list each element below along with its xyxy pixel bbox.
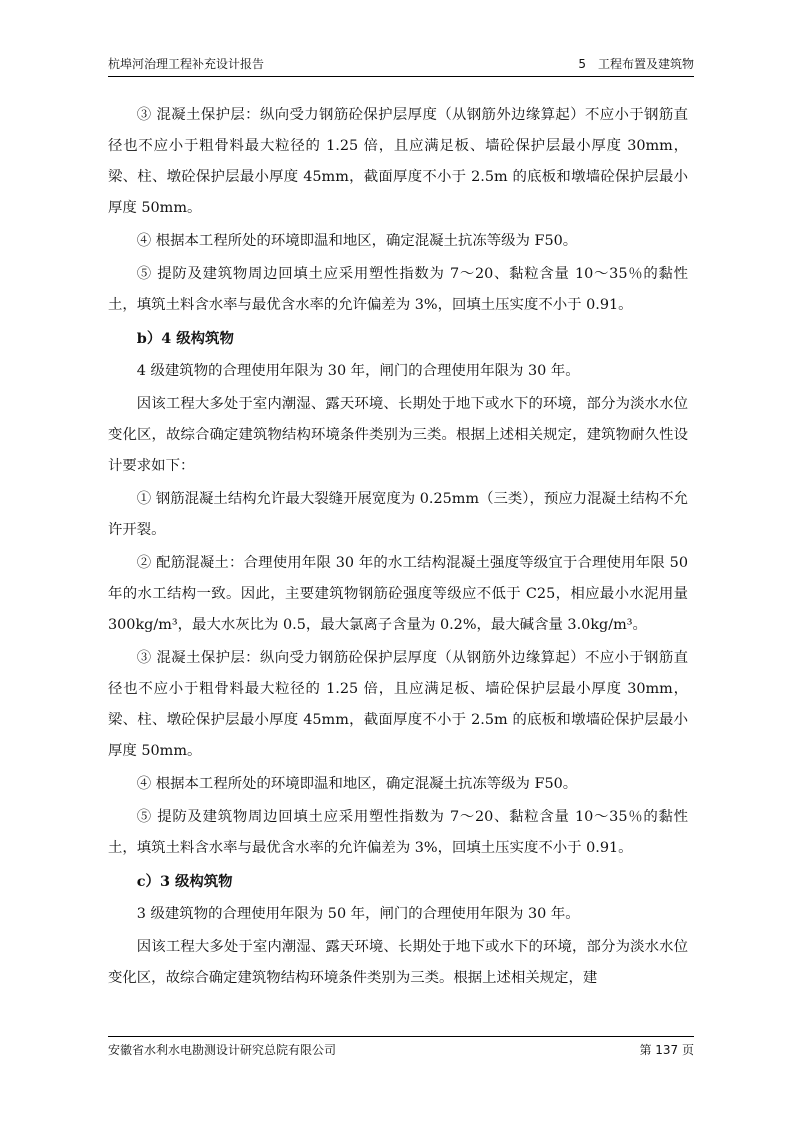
paragraph-environment-4: 因该工程大多处于室内潮湿、露天环境、长期处于地下或水下的环境，部分为淡水水位变化区，故综合确定建筑物结构环境条件类别为三类。根据上述相关规定，建筑物耐久性设计要求如下： (108, 396, 688, 474)
page-header (108, 56, 694, 77)
paragraph-crack-width: ① 钢筋混凝土结构允许最大裂缝开展宽度为 0.25mm（三类），预应力混凝土结构不允许开裂。 (108, 491, 688, 538)
paragraph-backfill-2: ⑤ 提防及建筑物周边回填土应采用塑性指数为 7～20、黏粒含量 10～35％的黏性土，填筑土料含水率与最优含水率的允许偏差为 3%，回填土压实度不小于 0.91。 (108, 809, 688, 856)
paragraph-concrete-cover-2: ③ 混凝土保护层：纵向受力钢筋砼保护层厚度（从钢筋外边缘算起）不应小于钢筋直径也不应小于粗骨料最大粒径的 1.25 倍，且应满足板、墙砼保护层最小厚度 30mm，梁、柱、墩砼保护层最小厚度 45mm，截面厚度不小于 2.5m 的底板和墩墙砼保护层最小厚度 50mm。 (108, 650, 688, 759)
page-body (108, 100, 688, 996)
paragraph-environment-3: 因该工程大多处于室内潮湿、露天环境、长期处于地下或水下的环境，部分为淡水水位变化区，故综合确定建筑物结构环境条件类别为三类。根据上述相关规定，建 (108, 939, 688, 986)
page-footer (108, 1036, 694, 1059)
paragraph-backfill: ⑤ 提防及建筑物周边回填土应采用塑性指数为 7～20、黏粒含量 10～35％的黏性土，填筑土料含水率与最优含水率的允许偏差为 3%，回填土压实度不小于 0.91。 (108, 266, 688, 313)
section-heading-b: b）4 级构筑物 (136, 330, 234, 347)
paragraph-frost-grade-2: ④ 根据本工程所处的环境即温和地区，确定混凝土抗冻等级为 F50。 (136, 776, 578, 792)
page-number: 第 137 页 (639, 1043, 694, 1057)
paragraph-concrete-cover: ③ 混凝土保护层：纵向受力钢筋砼保护层厚度（从钢筋外边缘算起）不应小于钢筋直径也不应小于粗骨料最大粒径的 1.25 倍，且应满足板、墙砼保护层最小厚度 30mm，梁、柱、墩砼保护层最小厚度 45mm，截面厚度不小于 2.5m 的底板和墩墙砼保护层最小厚度 50mm。 (108, 107, 688, 216)
paragraph-service-life-4: 4 级建筑物的合理使用年限为 30 年，闸门的合理使用年限为 30 年。 (136, 363, 580, 379)
chapter-title: 5 工程布置及建筑物 (578, 57, 694, 71)
company-name: 安徽省水利水电勘测设计研究总院有限公司 (108, 1043, 337, 1057)
paragraph-service-life-3: 3 级建筑物的合理使用年限为 50 年，闸门的合理使用年限为 30 年。 (136, 906, 580, 922)
paragraph-reinforced-concrete: ② 配筋混凝土：合理使用年限 30 年的水工结构混凝土强度等级宜于合理使用年限 50 年的水工结构一致。因此，主要建筑物钢筋砼强度等级应不低于 C25，相应最小水泥用量 300kg/m³，最大水灰比为 0.5，最大氯离子含量为 0.2%，最大碱含量 3.0kg/m³。 (108, 555, 688, 633)
report-title: 杭埠河治理工程补充设计报告 (108, 57, 265, 71)
section-heading-c: c）3 级构筑物 (136, 873, 233, 890)
paragraph-frost-grade: ④ 根据本工程所处的环境即温和地区，确定混凝土抗冻等级为 F50。 (136, 233, 578, 249)
